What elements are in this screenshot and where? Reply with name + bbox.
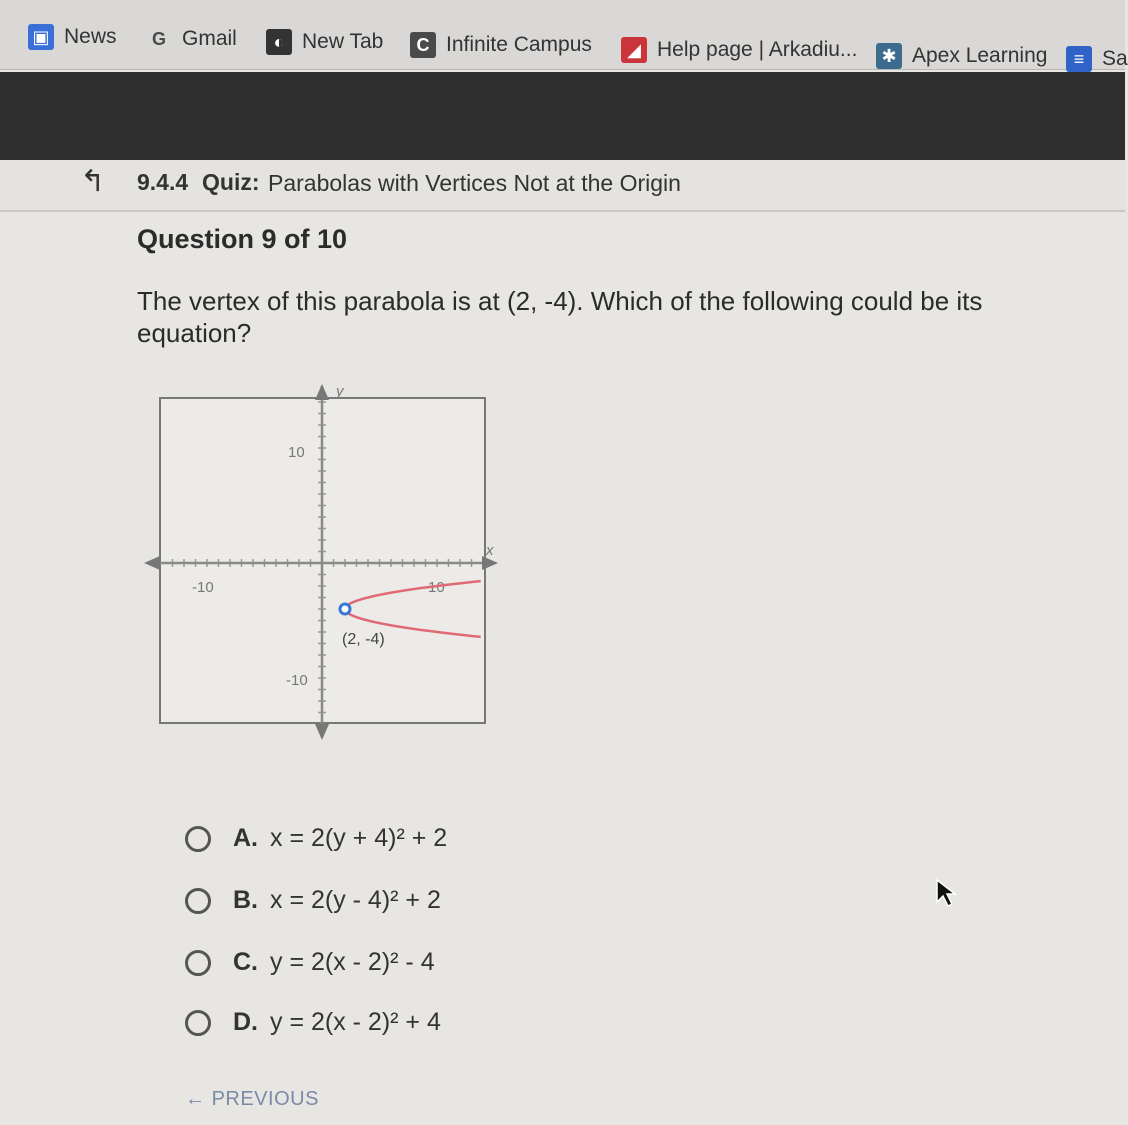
vertex-label: (2, -4) (342, 631, 385, 648)
mouse-cursor-icon (935, 878, 957, 908)
question-counter: Question 9 of 10 (137, 224, 348, 254)
quiz-label: Quiz: (202, 169, 260, 195)
answer-option-a[interactable] (185, 824, 447, 853)
bookmark-label: Infinite Campus (446, 33, 592, 56)
apex-learning-icon: ✱ (876, 43, 902, 69)
new-tab-icon: ◐ (266, 29, 292, 55)
y-tick-label-neg10: -10 (286, 672, 308, 689)
question-text: The vertex of this parabola is at (2, -4). Which of the following could be its equation? (137, 286, 983, 348)
previous-label: PREVIOUS (211, 1088, 319, 1110)
bookmark-gmail[interactable] (146, 26, 237, 52)
gmail-icon: G (151, 28, 166, 49)
y-tick-label-10: 10 (288, 444, 305, 461)
bookmark-label: New Tab (302, 30, 384, 53)
sa-icon: ≡ (1066, 46, 1092, 72)
bookmark-infinite-campus[interactable] (410, 32, 592, 58)
answer-letter: B. (233, 886, 258, 914)
radio-button[interactable] (185, 826, 211, 852)
answer-equation: x = 2(y - 4)² + 2 (270, 886, 441, 914)
radio-button[interactable] (185, 1010, 211, 1036)
previous-button[interactable] (185, 1088, 319, 1111)
bookmark-label: Apex Learning (912, 44, 1048, 67)
bookmark-news[interactable] (28, 24, 117, 50)
bookmark-help-page[interactable] (621, 37, 857, 63)
answer-equation: x = 2(y + 4)² + 2 (270, 824, 448, 852)
answer-equation: y = 2(x - 2)² + 4 (270, 1008, 441, 1036)
radio-button[interactable] (185, 888, 211, 914)
answer-equation: y = 2(x - 2)² - 4 (270, 948, 435, 976)
bookmark-label: Help page | Arkadiu... (657, 38, 858, 61)
arrow-left-icon: ← (185, 1088, 206, 1110)
bookmark-sa[interactable] (1066, 46, 1128, 72)
x-axis-label: x (486, 542, 494, 559)
answer-option-d[interactable] (185, 1008, 441, 1037)
x-tick-label-10: 10 (428, 579, 445, 596)
answer-letter: D. (233, 1008, 258, 1036)
quiz-number: 9.4.4 (137, 169, 189, 195)
answer-option-b[interactable] (185, 886, 441, 915)
app-header (0, 72, 1125, 160)
bookmark-label: Sa (1102, 47, 1128, 70)
help-page-icon: ◢ (621, 37, 647, 63)
bookmark-new-tab[interactable] (266, 29, 383, 55)
quiz-title: Parabolas with Vertices Not at the Origin (268, 170, 681, 196)
answer-letter: C. (233, 948, 258, 976)
infinite-campus-icon: C (410, 32, 436, 58)
x-axis-left-arrow (144, 556, 160, 570)
bookmark-label: News (64, 25, 117, 48)
y-axis-bottom-arrow (315, 724, 329, 740)
parabola-graph (140, 380, 510, 750)
back-arrow-icon[interactable]: ↰ (80, 165, 106, 198)
x-tick-label-neg10: -10 (192, 579, 214, 596)
answer-letter: A. (233, 824, 258, 852)
news-icon: ▣ (28, 24, 54, 50)
answer-option-c[interactable] (185, 948, 435, 977)
bookmarks-bar (0, 0, 1128, 70)
vertex-point (340, 604, 350, 614)
y-axis-top-arrow (315, 384, 329, 400)
bookmark-label: Gmail (182, 27, 237, 50)
y-axis-label: y (336, 383, 344, 400)
radio-button[interactable] (185, 950, 211, 976)
bookmark-apex-learning[interactable] (876, 43, 1047, 69)
quiz-title-bar (0, 160, 1125, 212)
